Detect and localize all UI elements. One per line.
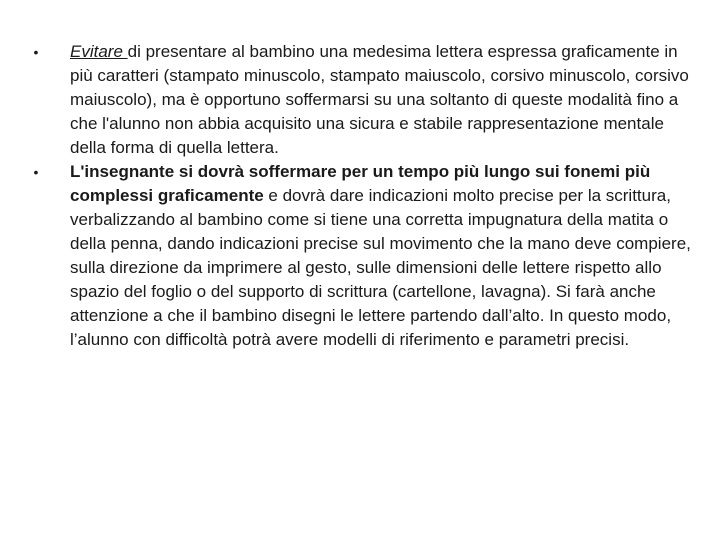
bullet-list [26,40,691,352]
underlined-keyword: Evitare [70,42,128,61]
bold-emphasis: L'insegnante si dovrà soffermare per un tempo più lungo sui fonemi più complessi graficamente [70,162,651,205]
bullet-item-insegnante [26,160,691,352]
bullet-text: e dovrà dare indicazioni molto precise per la scrittura, verbalizzando al bambino come si tiene una corretta impugnatura della matita o della penna, dando indicazioni precise sul movimento che la mano deve compiere, sulla direzione da imprimere al gesto, sulle dimensioni delle lettere rispetto allo spazio del foglio o del supporto di scrittura (cartellone, lavagna). Si farà anche attenzione a che il bambino disegni le lettere partendo dall’alto. In questo modo, l’alunno con difficoltà potrà avere modelli di riferimento e parametri precisi. [70,186,691,349]
bullet-item-evitare [26,40,691,160]
bullet-text: di presentare al bambino una medesima lettera espressa graficamente in più caratteri (stampato minuscolo, stampato maiuscolo, corsivo minuscolo, corsivo maiuscolo), ma è opportuno soffermarsi su una soltanto di queste modalità fino a che l'alunno non abbia acquisito una sicura e stabile rappresentazione mentale della forma di quella lettera. [70,42,689,157]
bullet-marker: • [33,164,39,180]
bullet-marker: • [33,44,39,60]
